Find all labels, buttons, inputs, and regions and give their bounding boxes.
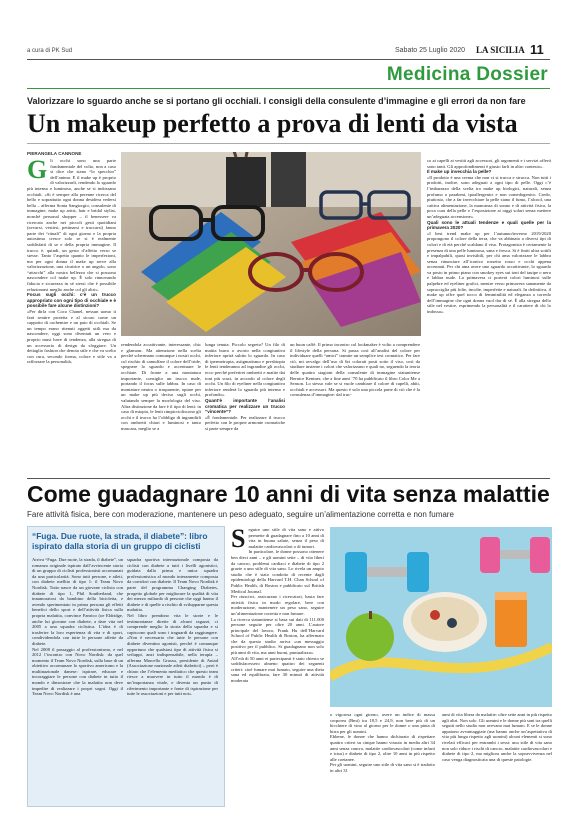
article1-col1-text: li occhi sono una parte fondamentale del volto, non a caso si dice che siano “lo specchio” dell’anima. E il make up è proprio di valorizzarli, rendendo lo sguardo più intenso e luminoso, anche se si indossano occhiali. «Si è sempre alla perenne ricerca del bello e soprattutto ogni donna desidera vedersi bella – afferma Sonia Sangiorgio, consulente di immagine, make up artist, hair e bridal stylist, nonché personal shopper – il benessere va ricercato anche nei piccoli gesti quotidiani (avvarsi, vestirsi, pettinarsi e truccarsi) fanno parte dei “rituali” di ogni giorno e la propria autostima cresce solo se si è realmente soddisfatti di se e della propria immagine. Il trucco è, quindi, un gesto d’affetto verso se stesse. Tanto l’aspetto quanto le imperfezioni, ma per ogni donna il make up serve alla valorizzazione, una cicatrice o un angolo, sono “attacchi” alla nostra bellezza che si possono nascondere col make up. È solo rinnovando fiducia e sicurezza in sé stessi che è possibile relazionarsi meglio anche col gli altri».: [27, 158, 116, 292]
article1-col5-question-2: Quali sono le attuali tendenze e quali quelle per la primavera 2020?: [427, 219, 551, 231]
article2-col3-text: anni di vita libera da malattie: oltre sette anni in più rispetto agli altri. Non solo. Gli uomini e le donne più sani tra quelli seguiti nello studio non avevano mai fumato. E se le donne appaiono avvantaggiate (ma hanno anche un’aspettativa di vita più lunga rispetto agli uomini) alcuni elementi si sono rivelati efficaci per entrambi i sessi: uno stile di vita sano non solo riduce i rischi di cancro, malattie cardiovascolari e diabete di tipo 2, ma migliora anche la sopravvivenza nel caso venga diagnosticata una di queste patologie.: [442, 712, 552, 762]
article2-col1-text-c: Per riuscirci, assicurano i ricercatori, basta fare attività fisica in modo regolare, bere con moderazione, mantenere un peso sano, seguire un’alimentazione corretta e non fumare.: [231, 594, 324, 616]
article1-col5-text: co ai capelli ai vestiti agli accessori, gli argomenti e i servizi offerti sono tanti. Gli approfondimenti è giusto farli in altro contesto».: [427, 158, 551, 169]
article2-col1-text-d: La ricerca statunitense si basa sui dati di 111.000 persone seguite per oltre 20 anni. L’autore principale del lavoro, Frank Hu dell’Harvard School of Public Health di Boston, ha affermato che da questo studio arriva «un messaggio positivo per il pubblico. Si guadagnano non solo più anni di vita, ma anni buoni, puntualizza».: [231, 616, 324, 656]
article2-column-2: [330, 712, 435, 805]
article2-rule: [27, 478, 550, 479]
article1-col3-text: lunga tenuta. Piccolo segreto? Un filo di matita burro o avorio nella congiuntiva inferiore aprirà subito lo sguardo. In caso di ipermetropia, astigmatismo e presbiopia le lenti tenderanno ad ingrandire gli occhi, ecco perché preferirei ombretti e matite dai toni più scuri, in accordo al colore degli occhi. Un filo di eyeliner nella congiuntiva inferiore renderà lo sguardo più intenso e profondo».: [205, 342, 285, 398]
article1-column-4: [290, 342, 420, 475]
eyeglasses-makeup-photo: [121, 152, 421, 336]
header-rule: [27, 59, 550, 60]
page-number: 11: [530, 42, 544, 57]
article1-col5-text-c: «I best trend make up per l’autunno/inverno 2019/2020 propongono il colore della terra, che va abbinato a diversi tipi di colori e di età perché scaldano il viso. Protagonista è certamente la presenza di una pelle luminosa, sana e fresca. Si è finiti ultra sottili e impalpabili, quasi invisibili, per chi ama valorizzare le labbra senza rinunciare all’iconico rossetto rosso e occhi appena accennati. Per chi ama avere uno sguardo accattivante, lo sguardo va posto in primo piano con smokey eyes sui toni del tauipe o nero e labbra nude. La primavera ci porterà colori luminosi sulle palpebre ed eyeliner grafici, mentre verso primavera sanamente da sopracciglia più folte, incolte, imperfette e naturali. In definitiva, il make up offre quel tocco di femminilità ed eleganza a corredo dell’immagine che ogni donna vuol dar di sé. È alla stregua dello stile nel vestire, esprimendo la personalità e il carattere di chi lo indossa».: [427, 230, 551, 315]
article1-column-2: [121, 342, 201, 475]
article2-col2-text: o vigorosa ogni giorno, avere un indice di massa corporea (Bmi) tra 18,5 e 24,9, non bere più di un bicchiere di vino al giorno per le donne o una pinta di birra per gli uomini.: [330, 712, 435, 734]
article1-col4-text: un buon caffè. Il primo incontro col lookmaker è volto a comprendere il lifestyle della persona. Si passa così all’analisi del colore per individuare quelli “amici” tramite un semplice test cromatico. Per fare ciò, mi avvalgo dell’uso di 6ri colorati posti sotto il viso, così da studiare insieme i colori che valorizzano e quali no, seguendo la teoria delle quattro stagioni della consulente di immagine statunitense Bernice Kentner, che a fine anni ’70 ha pubblicato il libro Color Me a Season. Lo stesso vale se si vuole cambiare il colore di capelli, abiti, occhiali e accessori. Ma questo è solo una piccola parte di ciò che è la consulenza d’immagine: dal truc-: [290, 342, 420, 398]
sidebar-column-1: [32, 557, 123, 801]
article1-col2-text: rendendola accattivante, interessante, chic e glamour. Ma attenzione nella scelta perché schermano comunque i nostri occhi, col rischio di camuffare il colore dell’iride, spegnere lo sguardo e accentuare le occhiaie. Di fronte a una montatura importante, consiglio un trucco nude, portando il focus sulle labbra. In caso di montature neutra o trasparente, optare per un make up più deciso sugli occhi, valutando sempre la morfologia del viso. Altra distinzione da fare è il tipo di lenti: in caso di miopia, le lenti rimpiccioliscono gli occhi e il trucco ha l’obbligo di ingrandirli con ombretti chiari e luminosi e tanto mascara, meglio se a: [121, 342, 201, 431]
header-date: Sabato 25 Luglio 2020: [395, 47, 466, 54]
header-credit: a cura di PK Sud: [27, 48, 73, 54]
article1-column-3: [205, 342, 285, 475]
article1-col5-question-1: Il make up invecchia la pelle?: [427, 169, 492, 175]
masthead: LA SICILIA: [476, 45, 525, 55]
article2-col2-text-b: Ebbene, le donne che hanno dichiarato di rispettare quattro criteri su cinque hanno vissuto in media altri 34 anni senza cancro, malattie cardiovascolari (come infarti e ictus) e diabete di tipo 2, oltre 10 anni in più rispetto alle coetanee.: [330, 734, 435, 762]
article1-headline: Un makeup perfetto a prova di lenti da vista: [27, 109, 518, 138]
eyeglasses-photo-image: [121, 152, 421, 336]
article1-col1-question: Focus sugli occhi: c’è un trucco appropriato con ogni tipo di occhiale e è possibile fare alcune distinzioni?: [27, 292, 116, 309]
sidebar-col1-text: Arriva “Fuga. Due ruote, la strada, il diabete”, un romanzo originale ispirato dall’avvincente storia di un gruppo di ciclisti professionisti accomunati da una particolarità. Sono tutti persone, e atleti, con diabete mellito di tipo 1: il Team Novo Nordisk. Tutto nasce da un giovane ciclista con diabete di tipo 1, Phil Southerland, che innamoratosi da bambino della bicicletta, e avendo sperimentato in prima persona gli effetti benefici dello sport e dell’attività fisica sulla propria malattia, convince Fanrico (oe Eldridge, anche lui giovane con diabete, a dare vita nel 2005 a una squadra ciclistica. L’idea è di trasferire la loro esperienza di vita e di sport, condividendola con tutte le persone affette da diabete.: [32, 557, 123, 646]
article1-column-1: [27, 158, 116, 475]
article2-column-1: [231, 527, 324, 805]
sidebar-col2-text: squadra sportiva internazionale composta da ciclisti con diabete a tutti i livelli agonistici, guidata dalla prima e unica squadra professionistica al mondo interamente composta da corridori con diabete. Il Team Novo Nordisk è parte del programma Changing Diabetes, progetto globale per migliorare la qualità di vita dei mezzo miliardo di persone che oggi hanno il diabete e di quelle a rischio di svilupparne questa malattia.: [127, 557, 218, 613]
healthy-photo-image: [330, 527, 552, 707]
sidebar-column-2: [127, 557, 218, 801]
article2-col1-text-b: In particolare, le donne possono ottenere ben dieci anni – e gli uomini sette – di vita liberi da cancro, problemi cardiaci e diabete di tipo 2 grazie a uno stile di vita sano. Lo rivela un ampio studio che è stato condotto di recente dagli epidemiologi della Harvard T.H. Chan School of Public Health, di Boston e pubblicato sul British Medical Journal.: [231, 549, 324, 594]
sidebar-title: “Fuga. Due ruote, la strada, il diabete”: libro ispirato dalla storia di un gruppo di ciclisti: [32, 531, 208, 551]
dropcap-s: S: [231, 527, 246, 553]
article2-headline: Come guadagnare 10 anni di vita senza malattie: [27, 481, 550, 507]
article2-col2-text-c: Per gli uomini, seguire uno stile di vita sano si è tradotto in altri 31: [330, 762, 435, 773]
article2-column-3: [442, 712, 552, 805]
section-rule: [27, 88, 550, 89]
article1-rule: [27, 143, 550, 144]
sidebar-col2-text-b: Nel libro prendono vita le storie e le testimonianze dirette di alcuni ragazzi, ci comprende meglio la storia della squadra e si capiscono quali sono i traguardi da raggiungere. «Non è necessario che tutte le persone con diabete diventino agonisti, perché è comunque opportuno che qualsiasi tipo di attività fisica si sviluppi, anzi indispensabile, nella terapia – afferma Marcello Grussu, presidente di Aniad (Associazione nazionale atleti diabetici) – però è chiaro che l’elemento mediatico che questo team riesce a muovere in tutto il mondo è di un’importanza vitale, e diventa un punto di riferimento importante e fonte di ispirazione per tutte le associazioni e per tutti noi».: [127, 612, 218, 697]
article1-col5-text-b: «Il prodotto è una crema che non ci si trucca e strucca. Non tutti i prodotti, inoltre, sono adeguati a ogni tipo di pelle. Oggi c’è l’imbarazzo della scelta tra make up biologici, naturali, senza profumo o parabeni, ipoallergenici e non comedogenico. Credo, piuttosto, che a far invecchiare la pelle siano il fumo, l’alcool, una cattiva alimentazione, la mancanza di sonno e di attività fisica, la poca cura della pelle e l’esposizione ai raggi solari senza mettere un’adeguata accensione».: [427, 174, 551, 219]
sidebar-col1-text-b: Nel 2008 il passaggio al professionismo, e nel 2012 l’incontro con Novo Nordisk: da quel momento il Team Novo Nordisk, sulla base di un obiettivo accomunare lo sportivo americano e la multinazionale danese: ispirare, educare e incoraggiare le persone con diabete in tutto il mondo e dimostrare che la malattia non deve impedire di realizzare i propri sogni. Oggi il Team Novo Nordisk è una: [32, 646, 123, 697]
article1-col3-question: Quant’è importante l’analisi cromatica per realizzare un trucco “vincente”?: [205, 397, 285, 415]
article2-kicker: Fare attività fisica, bere con moderazione, mantenere un peso adeguato, seguire un’alimentazione corretta e non fumare: [27, 510, 454, 519]
section-title: Medicina Dossier: [386, 64, 548, 85]
article1-column-5: [427, 158, 551, 475]
article1-col3-text-b: «È fondamentale. Per realizzare il trucco perfetto con le proprie armonie cromatiche si parte sempre da: [205, 414, 285, 431]
article1-col1-text-b: «Per dirla con Coco Chanel, nessun uomo ti farà sentire protetta e al sicuro come un cappotto di cachemire e un paio di occhiali. Se un tempo erano ritenuti oggetti utili ma da nascondere, oggi sono diventati un vero e proprio must have di tendenza, alla stregua di un accessorio di design da sfoggiare. Un dettaglio fashion che denota stile e che va scelto con cura, secondo forma, colore e stile va a rafforzare la personalità,: [27, 309, 116, 365]
article1-byline: PIERANGELA CANNONE: [27, 151, 82, 156]
article2-col1-text-e: All’età di 50 anni ei partecipanti è stato chiesto se soddisfacessero almeno quattro dei seguenti criteri: cioè fumare mai fumato, seguire una dieta sana ed equilibrata, fare 30 minuti di attività moderata: [231, 655, 324, 684]
article1-kicker: Valorizzare lo sguardo anche se si portano gli occhiali. I consigli della consulente d’immagine e gli errori da non fare: [27, 96, 526, 106]
article2-col1-text: eguire uno stile di vita sano e attivo permette di guadagnare fino a 10 anni di vita in buona salute, senza il peso di malattie cardiovascolari o di tumori.: [248, 527, 324, 549]
dropcap: G: [27, 158, 48, 184]
healthy-lifestyle-photo: [330, 527, 552, 707]
